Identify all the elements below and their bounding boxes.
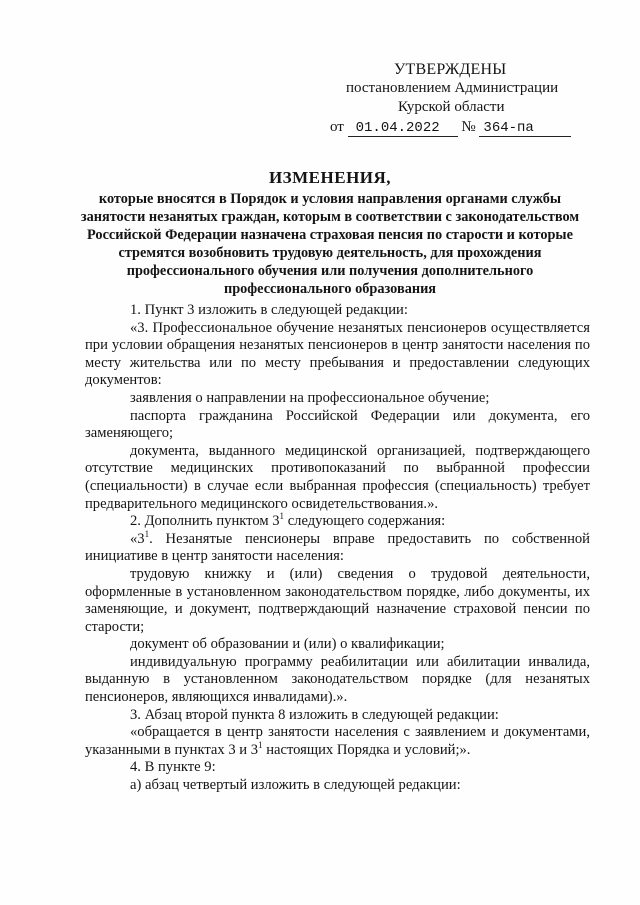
paragraph-application: заявления о направлении на профессиональное обучение; bbox=[130, 389, 490, 406]
quote-8-text-b: настоящих Порядка и условий;». bbox=[262, 741, 471, 758]
paragraph-rehabilitation: индивидуальную программу реабилитации или абилитации инвалида, выданную в установленном законодательством порядке (для незанятых пенсионеров, являющихся инвалидами).». bbox=[85, 653, 590, 706]
paragraph-workbook: трудовую книжку и (или) сведения о трудовой деятельности, оформленные в установленном законодательством порядке, либо документы, их заменяющие, и документ, подтверждающий назначение страховой пенсии по старости; bbox=[85, 565, 590, 635]
approval-issuer: постановлением Администрации bbox=[346, 80, 559, 96]
paragraph-passport: паспорта гражданина Российской Федерации или документа, его заменяющего; bbox=[85, 407, 590, 442]
paragraph-item-1: 1. Пункт 3 изложить в следующей редакции: bbox=[130, 302, 408, 318]
approval-stamp bbox=[330, 60, 590, 137]
document-body bbox=[85, 302, 590, 795]
item-2-superscript: 1 bbox=[279, 511, 285, 522]
paragraph-item-4a: а) абзац четвертый изложить в следующей редакции: bbox=[130, 777, 461, 794]
item-2-text-b: следующего содержания: bbox=[284, 513, 446, 530]
document-subtitle: которые вносятся в Порядок и условия направления органами службы занятости незанятых граждан, которым в соответствии с законодательством Российской Федерации назначена страховая пенсия по старости и которые стремятся возобновить трудовую деятельность, для прохождения профессионального обучения или получения дополнительного профессионального образования bbox=[80, 191, 580, 297]
quote-3-1-text-a: «3 bbox=[130, 530, 145, 547]
document-heading bbox=[70, 168, 590, 298]
paragraph-item-4: 4. В пункте 9: bbox=[130, 759, 216, 776]
paragraph-quote-3-1 bbox=[85, 528, 590, 566]
item-2-text-a: 2. Дополнить пунктом 3 bbox=[130, 513, 280, 530]
approval-number: 364-па bbox=[479, 121, 571, 137]
paragraph-education: документ об образовании и (или) о квалификации; bbox=[130, 636, 445, 653]
quote-3-1-superscript: 1 bbox=[144, 528, 150, 539]
document-title: ИЗМЕНЕНИЯ, bbox=[268, 168, 392, 187]
approval-region: Курской области bbox=[398, 99, 505, 115]
approval-date-line bbox=[330, 118, 590, 137]
quote-3-1-text-b: . Незанятые пенсионеры вправе предоставить по собственной инициативе в центр занятости населения: bbox=[85, 530, 590, 565]
paragraph-quote-8 bbox=[85, 724, 590, 759]
approval-date: 01.04.2022 bbox=[348, 121, 458, 137]
number-prefix: № bbox=[461, 119, 476, 135]
date-prefix: от bbox=[330, 119, 344, 135]
paragraph-quote-3: «3. Профессиональное обучение незанятых пенсионеров осуществляется при условии обращения незанятых пенсионеров в центр занятости населения по месту жительства или по месту пребывания и предоставлении следующих документов: bbox=[85, 319, 590, 389]
quote-8-superscript: 1 bbox=[258, 739, 263, 750]
approval-title: УТВЕРЖДЕНЫ bbox=[394, 61, 507, 78]
paragraph-medical: документа, выданного медицинской организацией, подтверждающего отсутствие медицинских противопоказаний по выбранной профессии (специальности) в случае если выбранная профессия (специальность) требует предварительного медицинского освидетельствования.». bbox=[85, 442, 590, 512]
paragraph-item-3: 3. Абзац второй пункта 8 изложить в следующей редакции: bbox=[130, 706, 499, 723]
paragraph-item-2 bbox=[85, 513, 590, 531]
quote-8-text-a: «обращается в центр занятости населения с заявлением и документами, указанными в пунктах 3 и 3 bbox=[85, 724, 590, 758]
